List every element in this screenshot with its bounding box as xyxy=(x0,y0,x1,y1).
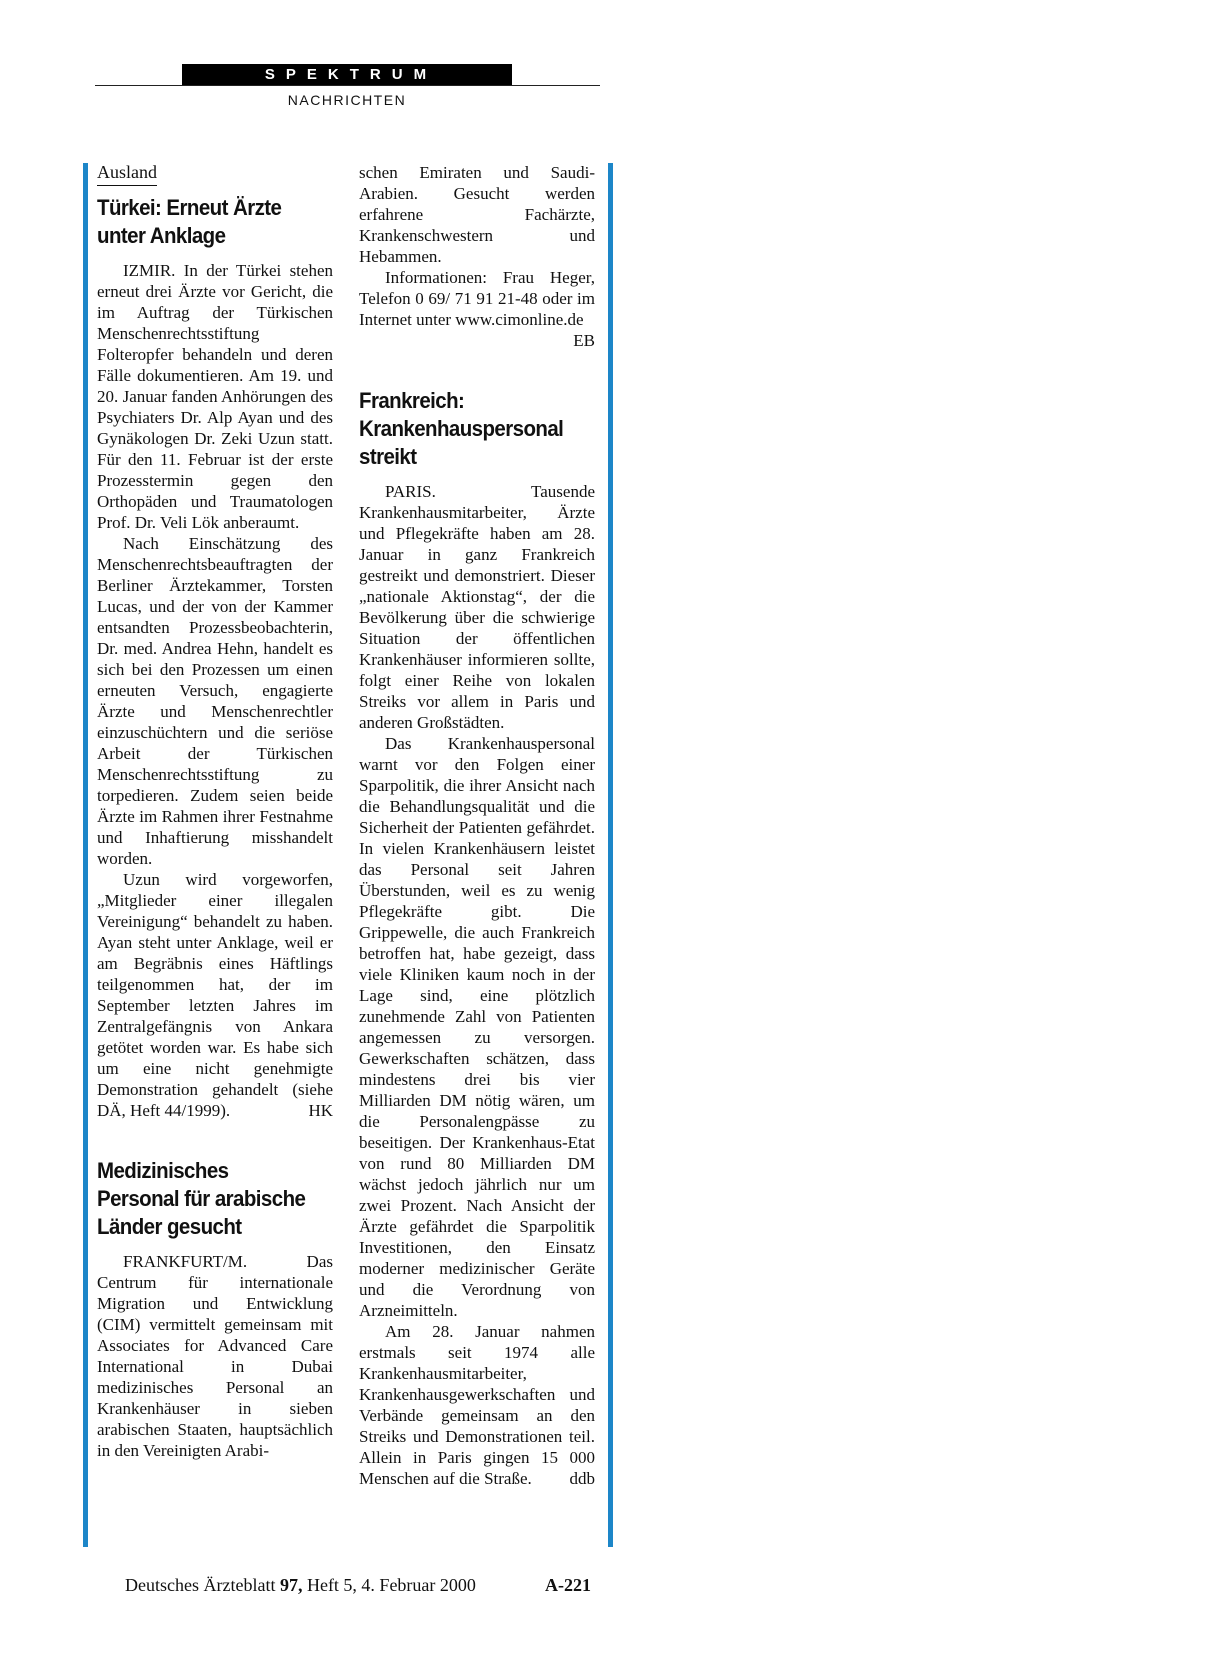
subsection-label: NACHRICHTEN xyxy=(287,92,407,108)
article-paragraph: IZMIR. In der Türkei stehen erneut drei Ärzte vor Gericht, die im Auftrag der Türkischen Menschenrechtsstiftung Folteropfer behandeln und deren Fälle dokumentieren. Am 19. und 20. Januar fanden Anhörungen des Psychiaters Dr. Alp Ayan und des Gynäkologen Dr. Zeki Uzun statt. Für den 11. Februar ist der erste Prozesstermin gegen den Orthopäden und Traumatologen Prof. Dr. Veli Lök anberaumt. xyxy=(97,261,333,532)
article-paragraph xyxy=(359,1321,595,1489)
issue-info: Heft 5, 4. Februar 2000 xyxy=(306,1575,476,1595)
paragraph-text: Uzun wird vorgeworfen, „Mitglieder einer illegalen Vereinigung“ behandelt zu haben. Ayan steht unter Anklage, weil er am Begräbnis eines Häftlings teilgenommen hat, der im September letzten Jahres im Zentralgefängnis von Ankara getötet worden war. Es habe sich um eine nicht genehmigte Demonstration gehandelt (siehe DÄ, Heft 44/1999). xyxy=(97,870,333,1120)
paragraph-text: Informationen: Frau Heger, Telefon 0 69/ 71 91 21-48 oder im Internet unter www.cimonline.de xyxy=(359,268,595,329)
author-signature: EB xyxy=(573,331,595,350)
article-paragraph: FRANKFURT/M. Das Centrum für internationale Migration und Entwicklung (CIM) vermittelt gemeinsam mit Associates for Advanced Care International in Dubai medizinisches Personal an Krankenhäuser in sieben arabischen Staaten, hauptsächlich in den Vereinigten Arabi- xyxy=(97,1252,333,1460)
headline-line: Personal für arabische xyxy=(97,1186,306,1211)
left-column xyxy=(97,162,333,1461)
left-blue-rule xyxy=(83,163,88,1547)
section-banner: SPEKTRUM xyxy=(182,64,512,85)
headline-line: Krankenhauspersonal xyxy=(359,416,564,441)
headline-line: Länder gesucht xyxy=(97,1214,242,1239)
headline-line: Frankreich: xyxy=(359,388,465,413)
headline-line: unter Anklage xyxy=(97,223,226,248)
article-paragraph xyxy=(359,267,595,350)
header-rule xyxy=(95,85,600,86)
article-paragraph: PARIS. Tausende Krankenhausmitarbeiter, Ärzte und Pflegekräfte haben am 28. Januar in ganz Frankreich gestreikt und demonstriert. Dieser „nationale Aktionstag“, der die Bevölkerung über die schwierige Situation der öffentlichen Krankenhäuser informieren sollte, folgt einer Reihe von lokalen Streiks vor allem in Paris und anderen Großstädten. xyxy=(359,482,595,732)
article-paragraph: schen Emiraten und Saudi-Arabien. Gesucht werden erfahrene Fachärzte, Krankenschwestern und Hebammen. xyxy=(359,163,595,266)
author-signature: HK xyxy=(308,1101,333,1120)
right-blue-rule xyxy=(608,163,613,1547)
article-paragraph: Nach Einschätzung des Menschenrechtsbeauftragten der Berliner Ärztekammer, Torsten Lucas, und der von der Kammer entsandten Prozessbeobachterin, Dr. med. Andrea Hehn, handelt es sich bei den Prozessen um einen erneuten Versuch, engagierte Ärzte und Menschenrechtler einzuschüchtern und die seriöse Arbeit der Türkischen Menschenrechtsstiftung zu torpedieren. Zudem seien beide Ärzte im Rahmen ihrer Festnahme und Inhaftierung misshandelt worden. xyxy=(97,534,333,868)
article-headline xyxy=(97,1157,341,1241)
headline-line: Medizinisches xyxy=(97,1158,229,1183)
paragraph-text: Am 28. Januar nahmen erstmals seit 1974 alle Krankenhausmitarbeiter, Krankenhausgewerkschaften und Verbände gemeinsam an den Streiks und Demonstrationen teil. Allein in Paris gingen 15 000 Menschen auf die Straße. xyxy=(359,1322,595,1488)
article-paragraph: Das Krankenhauspersonal warnt vor den Folgen einer Sparpolitik, die ihrer Ansicht nach die Behandlungsqualität und die Sicherheit der Patienten gefährdet. In vielen Krankenhäusern leistet das Personal seit Jahren Überstunden, weil es zu wenig Pflegekräfte gibt. Die Grippewelle, die auch Frankreich betroffen hat, habe gezeigt, dass viele Kliniken kaum noch in der Lage sind, eine plötzlich zunehmende Zahl von Patienten angemessen zu versorgen. Gewerkschaften schätzen, dass mindestens drei bis vier Milliarden DM nötig wären, um die Personalengpässe zu beseitigen. Der Krankenhaus-Etat von rund 80 Milliarden DM wächst jedoch jährlich nur um zwei Prozent. Nach Ansicht der Ärzte gefährdet die Sparpolitik Investitionen, den Einsatz moderner medizinischer Geräte und die Verordnung von Arzneimitteln. xyxy=(359,734,595,1320)
page-number: A-221 xyxy=(545,1575,591,1595)
headline-line: Türkei: Erneut Ärzte xyxy=(97,195,282,220)
article-paragraph xyxy=(97,869,333,1121)
journal-name: Deutsches Ärzteblatt xyxy=(125,1575,276,1595)
journal-volume: 97, xyxy=(279,1575,303,1595)
article-headline xyxy=(359,387,603,471)
headline-line: streikt xyxy=(359,444,417,469)
article-headline xyxy=(97,194,341,250)
right-column xyxy=(359,162,595,1489)
kicker: Ausland xyxy=(97,162,157,186)
page-footer xyxy=(125,1575,591,1596)
author-signature: ddb xyxy=(569,1469,595,1488)
